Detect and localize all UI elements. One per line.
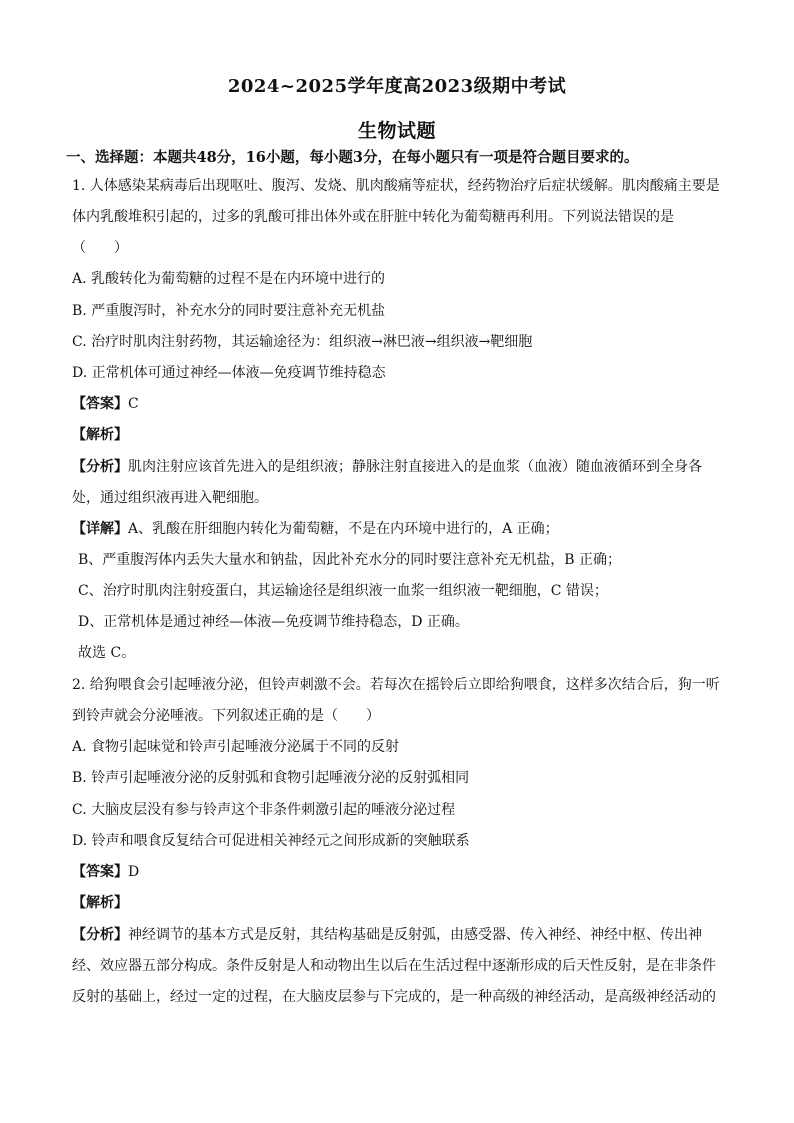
fenxi-tag: 【分析】 bbox=[72, 927, 128, 943]
q2-option-c: C. 大脑皮层没有参与铃声这个非条件刺激引起的唾液分泌过程 bbox=[72, 802, 456, 818]
q2-analysis-tag: 【解析】 bbox=[72, 895, 128, 911]
q1-xiangjie-line2: B、严重腹泻体内丢失大量水和钠盐，因此补充水分的同时要注意补充无机盐，B 正确； bbox=[78, 552, 622, 568]
q2-stem-line2: 到铃声就会分泌唾液。下列叙述正确的是（ ） bbox=[72, 708, 380, 724]
q2-option-d: D. 铃声和喂食反复结合可促进相关神经元之间形成新的突触联系 bbox=[72, 833, 470, 849]
q2-option-b: B. 铃声引起唾液分泌的反射弧和食物引起唾液分泌的反射弧相同 bbox=[72, 770, 470, 786]
q1-analysis-tag: 【解析】 bbox=[72, 427, 128, 443]
q1-xiangjie-line3: C、治疗时肌肉注射疫蛋白，其运输途径是组织液一血浆一组织液一靶细胞，C 错误； bbox=[78, 583, 608, 599]
q1-stem-line1: 1. 人体感染某病毒后出现呕吐、腹泻、发烧、肌肉酸痛等症状，经药物治疗后症状缓解。肌肉酸痛主要是 bbox=[72, 178, 720, 194]
fenxi-text: 神经调节的基本方式是反射，其结构基础是反射弧，由感受器、传入神经、神经中枢、传出神 bbox=[128, 927, 702, 943]
xiangjie-text: A、乳酸在肝细胞内转化为葡萄糖，不是在内环境中进行的，A 正确； bbox=[128, 521, 559, 537]
q2-option-a: A. 食物引起味觉和铃声引起唾液分泌属于不同的反射 bbox=[72, 739, 400, 755]
q1-fenxi-line2: 处，通过组织液再进入靶细胞。 bbox=[72, 490, 268, 506]
q1-option-b: B. 严重腹泻时，补充水分的同时要注意补充无机盐 bbox=[72, 303, 386, 319]
answer-tag: 【答案】 bbox=[72, 864, 128, 880]
q1-option-a: A. 乳酸转化为葡萄糖的过程不是在内环境中进行的 bbox=[72, 271, 386, 287]
subject-title: 生物试题 bbox=[357, 120, 436, 142]
q1-stem-line3: （ ） bbox=[72, 240, 128, 256]
q2-answer bbox=[72, 863, 732, 881]
q1-xiangjie-line1 bbox=[72, 520, 732, 538]
q1-xiangjie-line4: D、正常机体是通过神经—体液—免疫调节维持稳态，D 正确。 bbox=[78, 614, 469, 630]
q1-answer bbox=[72, 395, 732, 413]
fenxi-tag: 【分析】 bbox=[72, 459, 128, 475]
q1-conclusion: 故选 C。 bbox=[78, 645, 136, 661]
q2-fenxi-line3: 反射的基础上，经过一定的过程，在大脑皮层参与下完成的，是一种高级的神经活动，是高级神经活动的 bbox=[72, 989, 716, 1005]
q1-option-c: C. 治疗时肌肉注射药物，其运输途径为：组织液→淋巴液→组织液→靶细胞 bbox=[72, 334, 533, 350]
q2-fenxi-line2: 经、效应器五部分构成。条件反射是人和动物出生以后在生活过程中逐渐形成的后天性反射，是在非条件 bbox=[72, 958, 716, 974]
q1-option-d: D. 正常机体可通过神经—体液—免疫调节维持稳态 bbox=[72, 365, 386, 381]
answer-value: D bbox=[128, 864, 140, 880]
exam-title: 2024~2025学年度高2023级期中考试 bbox=[227, 76, 567, 97]
xiangjie-tag: 【详解】 bbox=[72, 521, 128, 537]
fenxi-text: 肌肉注射应该首先进入的是组织液；静脉注射直接进入的是血浆（血液）随血液循环到全身各 bbox=[128, 459, 702, 475]
answer-value: C bbox=[128, 396, 139, 412]
q2-fenxi-line1 bbox=[72, 926, 732, 944]
q2-stem-line1: 2. 给狗喂食会引起唾液分泌，但铃声刺激不会。若每次在摇铃后立即给狗喂食，这样多次结合后，狗一听 bbox=[72, 677, 720, 693]
section-heading: 一、选择题：本题共48分，16小题，每小题3分，在每小题只有一项是符合题目要求的。 bbox=[66, 149, 639, 166]
q1-stem-line2: 体内乳酸堆积引起的，过多的乳酸可排出体外或在肝脏中转化为葡萄糖再利用。下列说法错误的是 bbox=[72, 209, 674, 225]
q1-fenxi-line1 bbox=[72, 458, 732, 476]
answer-tag: 【答案】 bbox=[72, 396, 128, 412]
